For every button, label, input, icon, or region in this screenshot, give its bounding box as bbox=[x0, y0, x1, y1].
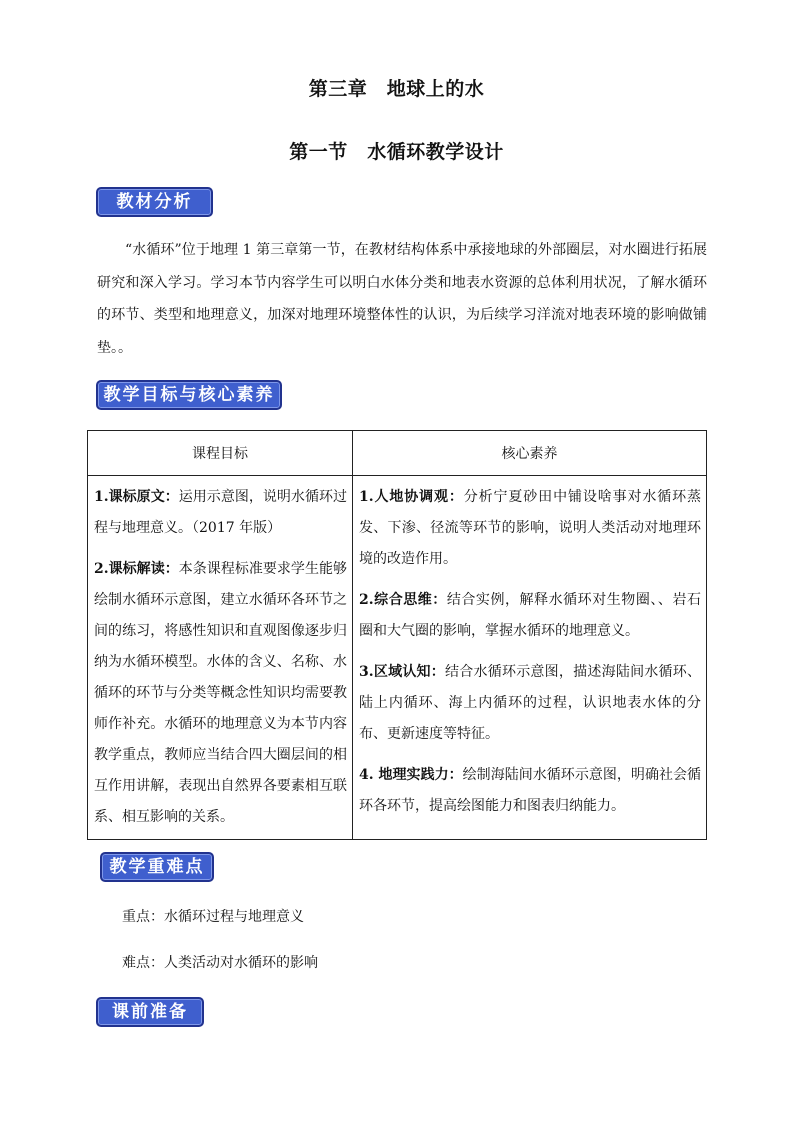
literacy-item bbox=[359, 482, 701, 575]
literacy-text: 结合实例，解释水循环对生物圈、、岩石圈和大气圈的影响，掌握水循环的地理意义。 bbox=[359, 592, 701, 639]
goal-text: 运用示意图，说明水循环过程与地理意义。（2017 年版） bbox=[94, 489, 347, 536]
table-row bbox=[88, 476, 707, 840]
course-goals-cell bbox=[88, 476, 353, 840]
badge-key-points: 教学重难点 bbox=[100, 852, 214, 882]
chapter-title: 第三章 地球上的水 bbox=[308, 78, 485, 100]
literacy-label: 4. 地理实践力： bbox=[359, 767, 463, 783]
analysis-paragraph: “水循环”位于地理 1 第三章第一节，在教材结构体系中承接地球的外部圈层，对水圈进行拓展研究和深入学习。学习本节内容学生可以明白水体分类和地表水资源的总体利用状况，了解水循环的环节、类型和地理意义，加深对地理环境整体性的认识，为后续学习洋流对地表环境的影响做铺垫。。 bbox=[97, 242, 707, 356]
goal-item bbox=[94, 482, 347, 544]
literacy-text: 分析宁夏砂田中铺设啥事对水循环蒸发、下渗、径流等环节的影响，说明人类活动对地理环境的改造作用。 bbox=[359, 489, 701, 567]
goal-label: 2.课标解读： bbox=[94, 561, 179, 577]
badge-goals: 教学目标与核心素养 bbox=[96, 380, 282, 410]
literacy-label: 2.综合思维： bbox=[359, 592, 447, 608]
difficult-point: 难点：人类活动对水循环的影响 bbox=[122, 955, 318, 971]
section-title: 第一节 水循环教学设计 bbox=[289, 141, 504, 163]
goal-item bbox=[94, 554, 347, 833]
literacy-text: 绘制海陆间水循环示意图，明确社会循环各环节，提高绘图能力和图表归纳能力。 bbox=[359, 767, 702, 814]
table-header: 课程目标 bbox=[88, 431, 353, 476]
goal-label: 1.课标原文： bbox=[94, 489, 179, 505]
core-literacy-cell bbox=[353, 476, 707, 840]
badge-preparation: 课前准备 bbox=[96, 997, 204, 1027]
table-header: 核心素养 bbox=[353, 431, 707, 476]
badge-textbook-analysis: 教材分析 bbox=[96, 187, 213, 217]
goals-table bbox=[87, 430, 707, 840]
important-point: 重点：水循环过程与地理意义 bbox=[122, 909, 304, 925]
goal-text: 本条课程标准要求学生能够绘制水循环示意图，建立水循环各环节之间的练习，将感性知识和直观图像逐步归纳为水循环模型。水体的含义、名称、水循环的环节与分类等概念性知识均需要教师作补充。水循环的地理意义为本节内容教学重点，教师应当结合四大圈层间的相互作用讲解，表现出自然界各要素相互联系、相互影响的关系。 bbox=[94, 561, 347, 825]
table-header-row bbox=[88, 431, 707, 476]
literacy-label: 1.人地协调观： bbox=[359, 489, 464, 505]
literacy-item bbox=[359, 657, 701, 750]
literacy-item bbox=[359, 760, 701, 822]
literacy-item bbox=[359, 585, 701, 647]
literacy-text: 结合水循环示意图，描述海陆间水循环、陆上内循环、海上内循环的过程，认识地表水体的分布、更新速度等特征。 bbox=[359, 664, 702, 742]
literacy-label: 3.区域认知： bbox=[359, 664, 446, 680]
